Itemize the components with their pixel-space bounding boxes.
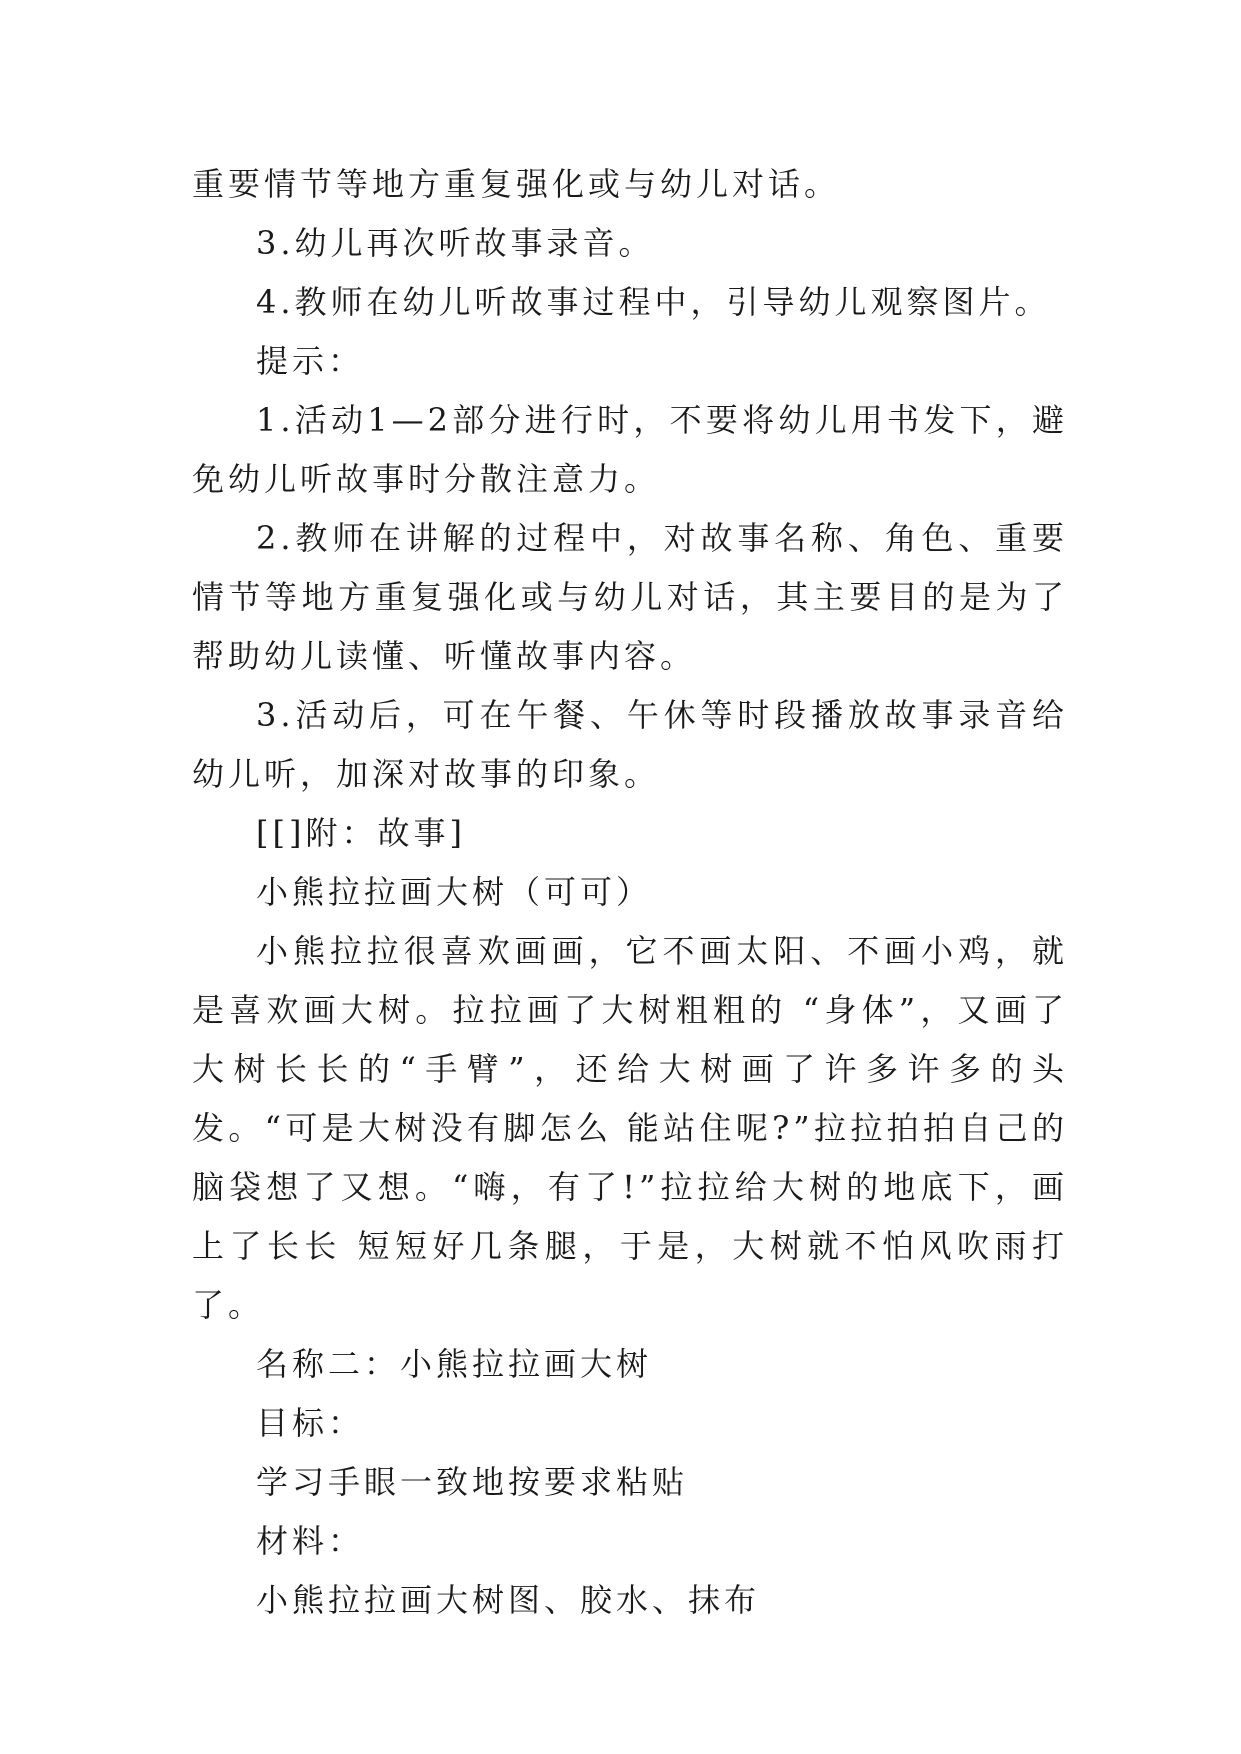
materials-text: 小熊拉拉画大树图、胶水、抹布 [256, 1581, 761, 1619]
paragraph-step-3: 3.幼儿再次听故事录音。 [256, 224, 655, 262]
tip-3: 3.活动后，可在午餐、午休等时段播放故事录音给幼儿听，加深对故事的印象。 [192, 696, 1068, 793]
tip-1: 1.活动1—2部分进行时，不要将幼儿用书发下，避免幼儿听故事时分散注意力。 [192, 401, 1068, 498]
materials-heading: 材料： [256, 1522, 365, 1560]
appendix-heading: [[]附：故事] [256, 814, 466, 852]
tip-2: 2.教师在讲解的过程中，对故事名称、角色、重要情节等地方重复强化或与幼儿对话，其主要目的是为了帮助幼儿读懂、听懂故事内容。 [192, 519, 1068, 675]
story-body: 小熊拉拉很喜欢画画，它不画太阳、不画小鸡，就是喜欢画大树。拉拉画了大树粗粗的 “身体”，又画了大树长长的“手臂”，还给大树画了许多许多的头发。“可是大树没有脚怎么 能站住呢?”拉拉拍拍自己的脑袋想了又想。“嗨，有了!”拉拉给大树的地底下，画上了长长 短短好几条腿，于是，大树就不怕风吹雨打了。 [192, 932, 1068, 1324]
paragraph-step-4: 4.教师在幼儿听故事过程中，引导幼儿观察图片。 [256, 283, 1051, 321]
section-name-2: 名称二：小熊拉拉画大树 [256, 1345, 653, 1383]
tips-heading: 提示： [256, 342, 365, 380]
goal-text: 学习手眼一致地按要求粘贴 [256, 1463, 689, 1501]
goal-heading: 目标： [256, 1404, 365, 1442]
document-body [192, 155, 1068, 1630]
story-title: 小熊拉拉画大树（可可） [256, 873, 653, 911]
paragraph-continuation: 重要情节等地方重复强化或与幼儿对话。 [192, 165, 841, 203]
